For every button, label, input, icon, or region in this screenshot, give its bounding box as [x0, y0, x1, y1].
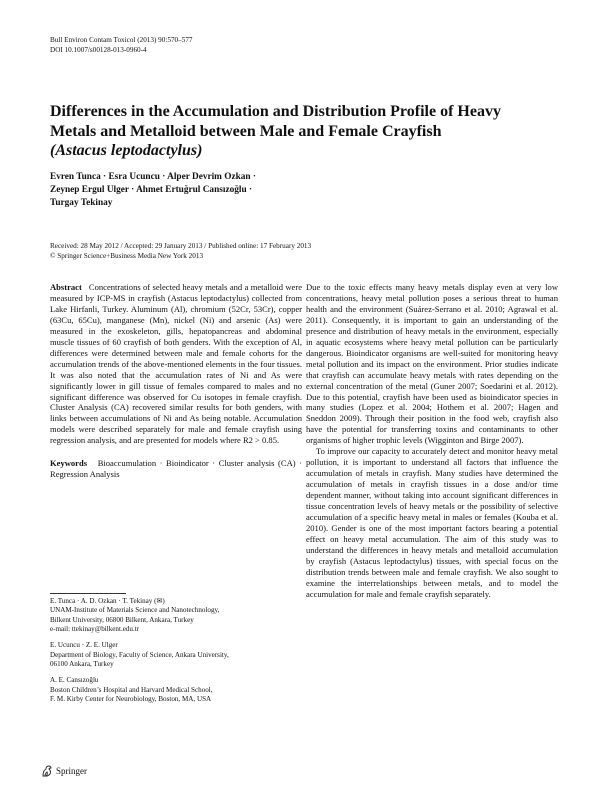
abstract-label: Abstract	[50, 282, 82, 292]
affiliation-3	[50, 676, 310, 704]
right-column	[306, 282, 558, 600]
title-line-3: (Astacus leptodactylus)	[50, 142, 203, 159]
affiliation-address: Bilkent University, 06800 Bilkent, Ankara, Turkey	[50, 615, 194, 624]
publisher-footer	[40, 764, 87, 778]
title-line-2: Metals and Metalloid between Male and Female Crayfish	[50, 122, 442, 140]
author-line-1: Evren Tunca · Esra Ucuncu · Alper Devrim Ozkan ·	[50, 172, 257, 182]
affiliation-names: A. E. Cansızoğlu	[50, 676, 99, 685]
citation: Bull Environ Contam Toxicol (2013) 90:570–577	[50, 36, 193, 44]
title-line-1: Differences in the Accumulation and Distribution Profile of Heavy	[50, 103, 501, 120]
springer-horse-icon	[40, 764, 54, 778]
affiliation-2	[50, 641, 310, 669]
affiliation-address: 06100 Ankara, Turkey	[50, 660, 114, 669]
author-line-3: Turgay Tekinay	[50, 198, 113, 209]
received-dates: Received: 28 May 2012 / Accepted: 29 January 2013 / Published online: 17 February 2013	[50, 242, 312, 250]
intro-paragraph-2: To improve our capacity to accurately detect and monitor heavy metal pollution, it is important to understand all factors that influence the accumulation of metals in crayfish. Many studies have determined the accumulation of metals in crayfish tissues in a dose and/or time dependent manner, without taking into account significant differences in tissue concentration levels of heavy metals or the possibility of selective accumulation of a specific heavy metal in males or females (Kouba et al. 2010). Gender is one of the most important factors bearing a potential effect on heavy metal accumulation. The aim of this study was to understand the differences in heavy metals and metalloid accumulation by crayfish (Astacus leptodactylus) tissues, with special focus on the distribution trends between male and female crayfish. We also sought to examine the interrelationships between metals, and to model the accumulation for male and female crayfish separately.	[306, 446, 558, 599]
affiliation-dept: UNAM-Institute of Materials Science and Nanotechnology,	[50, 606, 220, 615]
left-column	[50, 282, 302, 480]
publication-dates	[50, 242, 311, 261]
doi: DOI 10.1007/s00128-013-0960-4	[50, 45, 147, 54]
abstract-text: Concentrations of selected heavy metals and a metalloid were measured by ICP-MS in crayfish (Astacus leptodactylus) collected from Lake Hirfanli, Turkey. Aluminum (Al), chromium (52Cr, 53Cr), copper (63Cu, 65Cu), manganese (Mn), nickel (Ni) and arsenic (As) were measured in the exoskeleton, gills, hepatopancreas and abdominal muscle tissues of 60 crayfish of both genders. With the exception of Al, differences were determined between male and female cohorts for the accumulation trends of the above-mentioned elements in the four tissues. It was also noted that the accumulation rates of Ni and As were significantly lower in gill tissue of females compared to males and no significant difference was observed for Cu isotopes in female crayfish. Cluster Analysis (CA) recovered similar results for both genders, with links between accumulations of Ni and As being notable. Accumulation models were described separately for male and female crayfish using regression analysis, and are presented for models where R2 > 0.85.	[50, 282, 302, 446]
keywords	[50, 458, 302, 480]
keywords-label: Keywords	[50, 458, 88, 469]
footnote-rule	[50, 593, 126, 594]
affiliation-names: E. Ucuncu · Z. E. Ulger	[50, 641, 118, 650]
intro-paragraph-1: Due to the toxic effects many heavy metals display even at very low concentrations, heavy metal pollution poses a serious threat to human health and the environment (Suárez-Serrano et al. 2010; Agrawal et al. 2011). Consequently, it is important to gain an understanding of the presence and distribution of heavy metals in the environment, especially in aquatic ecosystems where heavy metal pollution can be particularly dangerous. Bioindicator organisms are well-suited for monitoring heavy metal pollution and its impact on the environment. Prior studies indicate that crayfish can accumulate heavy metals with rates depending on the external concentration of the metal (Guner 2007; Soedarini et al. 2012). Due to this potential, crayfish have been used as bioindicator species in many studies (Lopez et al. 2004; Hothem et al. 2007; Hagen and Sneddon 2009). Through their position in the food web, crayfish also have the potential for transferring toxins and contaminants to other organisms of higher trophic levels (Wigginton and Birge 2007).	[306, 282, 558, 446]
affiliation-address: F. M. Kirby Center for Neurobiology, Boston, MA, USA	[50, 695, 212, 704]
affiliation-dept: Department of Biology, Faculty of Science, Ankara University,	[50, 650, 229, 659]
paper-title	[50, 102, 550, 161]
affiliations	[50, 597, 310, 711]
affiliation-email[interactable]: e-mail: ttekinay@bilkent.edu.tr	[50, 625, 140, 634]
author-line-2: Zeynep Ergul Ulger · Ahmet Ertuğrul Cansızoğlu ·	[50, 185, 253, 196]
affiliation-names: E. Tunca · A. D. Ozkan · T. Tekinay (✉)	[50, 597, 165, 605]
abstract	[50, 282, 302, 446]
publisher-name: Springer	[56, 766, 87, 776]
keywords-text: Bioaccumulation · Bioindicator · Cluster analysis (CA) · Regression Analysis	[50, 458, 302, 480]
journal-header	[50, 36, 193, 56]
affiliation-dept: Boston Children’s Hospital and Harvard Medical School,	[50, 685, 213, 694]
copyright: © Springer Science+Business Media New York 2013	[50, 251, 204, 260]
affiliation-1	[50, 597, 310, 634]
author-list	[50, 171, 256, 211]
